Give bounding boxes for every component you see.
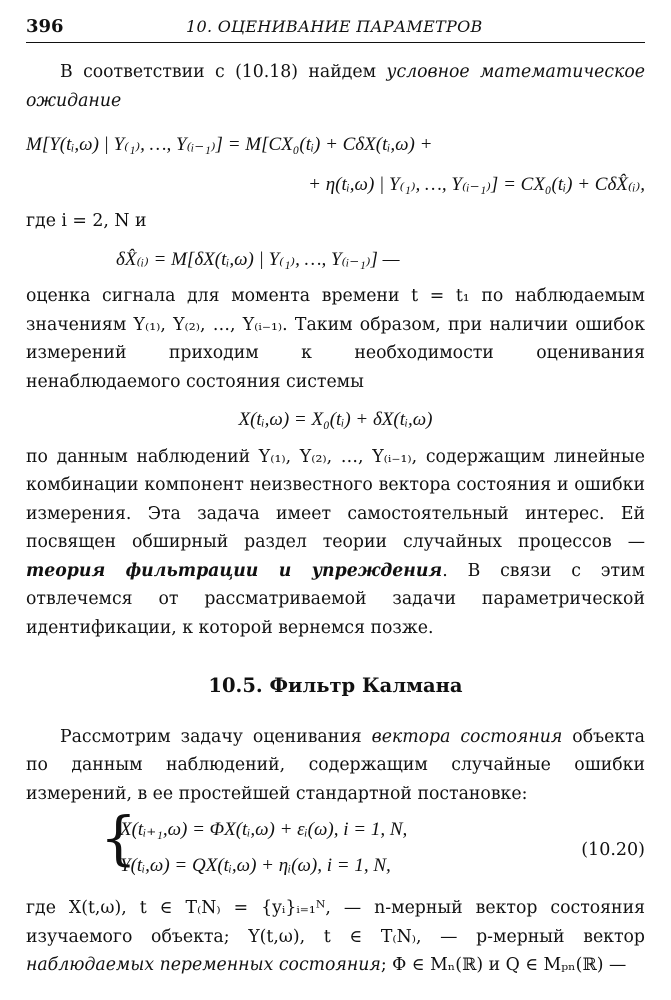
paragraph-4 xyxy=(26,723,645,809)
equation-system-10-20 xyxy=(26,804,645,888)
paragraph-5-text-a: где X(t,ω), t ∈ T₍N₎ = {yᵢ}ᵢ₌₁ᴺ, — n-мерный вектор состояния изучаемого объекта; Y(t,ω), t ∈ T₍N₎, — p-мерный вектор xyxy=(26,898,645,947)
system-row-2: Y(tᵢ,ω) = QX(tᵢ,ω) + ηᵢ(ω), i = 1, N, xyxy=(120,855,391,876)
paragraph-1 xyxy=(26,58,645,115)
system-row-1: X(tᵢ₊₁,ω) = ΦX(tᵢ,ω) + εᵢ(ω), i = 1, N, xyxy=(120,819,408,840)
paragraph-3 xyxy=(26,443,645,643)
term-state-vector: вектора состояния xyxy=(371,726,563,747)
equation-2: δX̂₍ᵢ₎ = M[δX(tᵢ,ω) | Y₍₁₎, …, Y₍ᵢ₋₁₎] — xyxy=(116,248,400,270)
equation-number: (10.20) xyxy=(581,840,645,860)
where-clause-1: где i = 2, N и xyxy=(26,211,147,231)
section-title: 10.5. Фильтр Калмана xyxy=(208,674,463,697)
term-filtering-theory: теория фильтрации и упреждения xyxy=(26,560,443,581)
equation-1-line-1-text: M[Y(tᵢ,ω) | Y₍₁₎, …, Y₍ᵢ₋₁₎] = M[CX₀(tᵢ) + CδX(tᵢ,ω) + xyxy=(26,134,433,155)
term-conditional-expectation: условное математическое ожидание xyxy=(26,62,645,111)
equation-1-line-2 xyxy=(26,163,645,203)
paragraph-4-text-b: объекта по данным наблюдений, содержащим случайные ошибки измерений, в ее простейшей стандартной постановке: xyxy=(26,726,645,804)
paragraph-5 xyxy=(26,894,645,980)
equation-1-line-1 xyxy=(26,123,645,163)
page-header xyxy=(26,14,645,43)
equation-1-line-2-text: + η(tᵢ,ω) | Y₍₁₎, …, Y₍ᵢ₋₁₎] = CX₀(tᵢ) + CδX̂₍ᵢ₎, xyxy=(308,174,645,195)
paragraph-3-text-b: . В связи с этим отвлечемся от рассматриваемой задачи параметрической идентификации, к которой вернемся позже. xyxy=(26,560,645,638)
paragraph-2: оценка сигнала для момента времени t = t₁ по наблюдаемым значениям Y₍₁₎, Y₍₂₎, …, Y₍ᵢ₋₁₎. Таким образом, при наличии ошибок измерений приходим к необходимости оценивания ненаблюдаемого состояния системы xyxy=(26,286,645,392)
paragraph-4-text-a: Рассмотрим задачу оценивания xyxy=(60,726,372,747)
system-brace: { xyxy=(100,804,137,872)
running-title: 10. ОЦЕНИВАНИЕ ПАРАМЕТРОВ xyxy=(186,17,483,36)
paragraph-5-text-b: ; Φ ∈ Mₙ(ℝ) и Q ∈ Mₚₙ(ℝ) — xyxy=(380,955,627,975)
paragraph-3-text-a: по данным наблюдений Y₍₁₎, Y₍₂₎, …, Y₍ᵢ₋₁₎, содержащим линейные комбинации компонент неизвестного вектора состояния и ошибки измерения. Эта задача имеет самостоятельный интерес. Ей посвящен обширный раздел теории случайных процессов — xyxy=(26,446,645,552)
page-body xyxy=(26,58,645,980)
paragraph-1-text: В соответствии с (10.18) найдем xyxy=(60,62,387,82)
page-number: 396 xyxy=(26,16,64,37)
equation-3: X(tᵢ,ω) = X₀(tᵢ) + δX(tᵢ,ω) xyxy=(238,409,433,430)
term-observed-state-variables: наблюдаемых переменных состояния xyxy=(26,955,381,975)
